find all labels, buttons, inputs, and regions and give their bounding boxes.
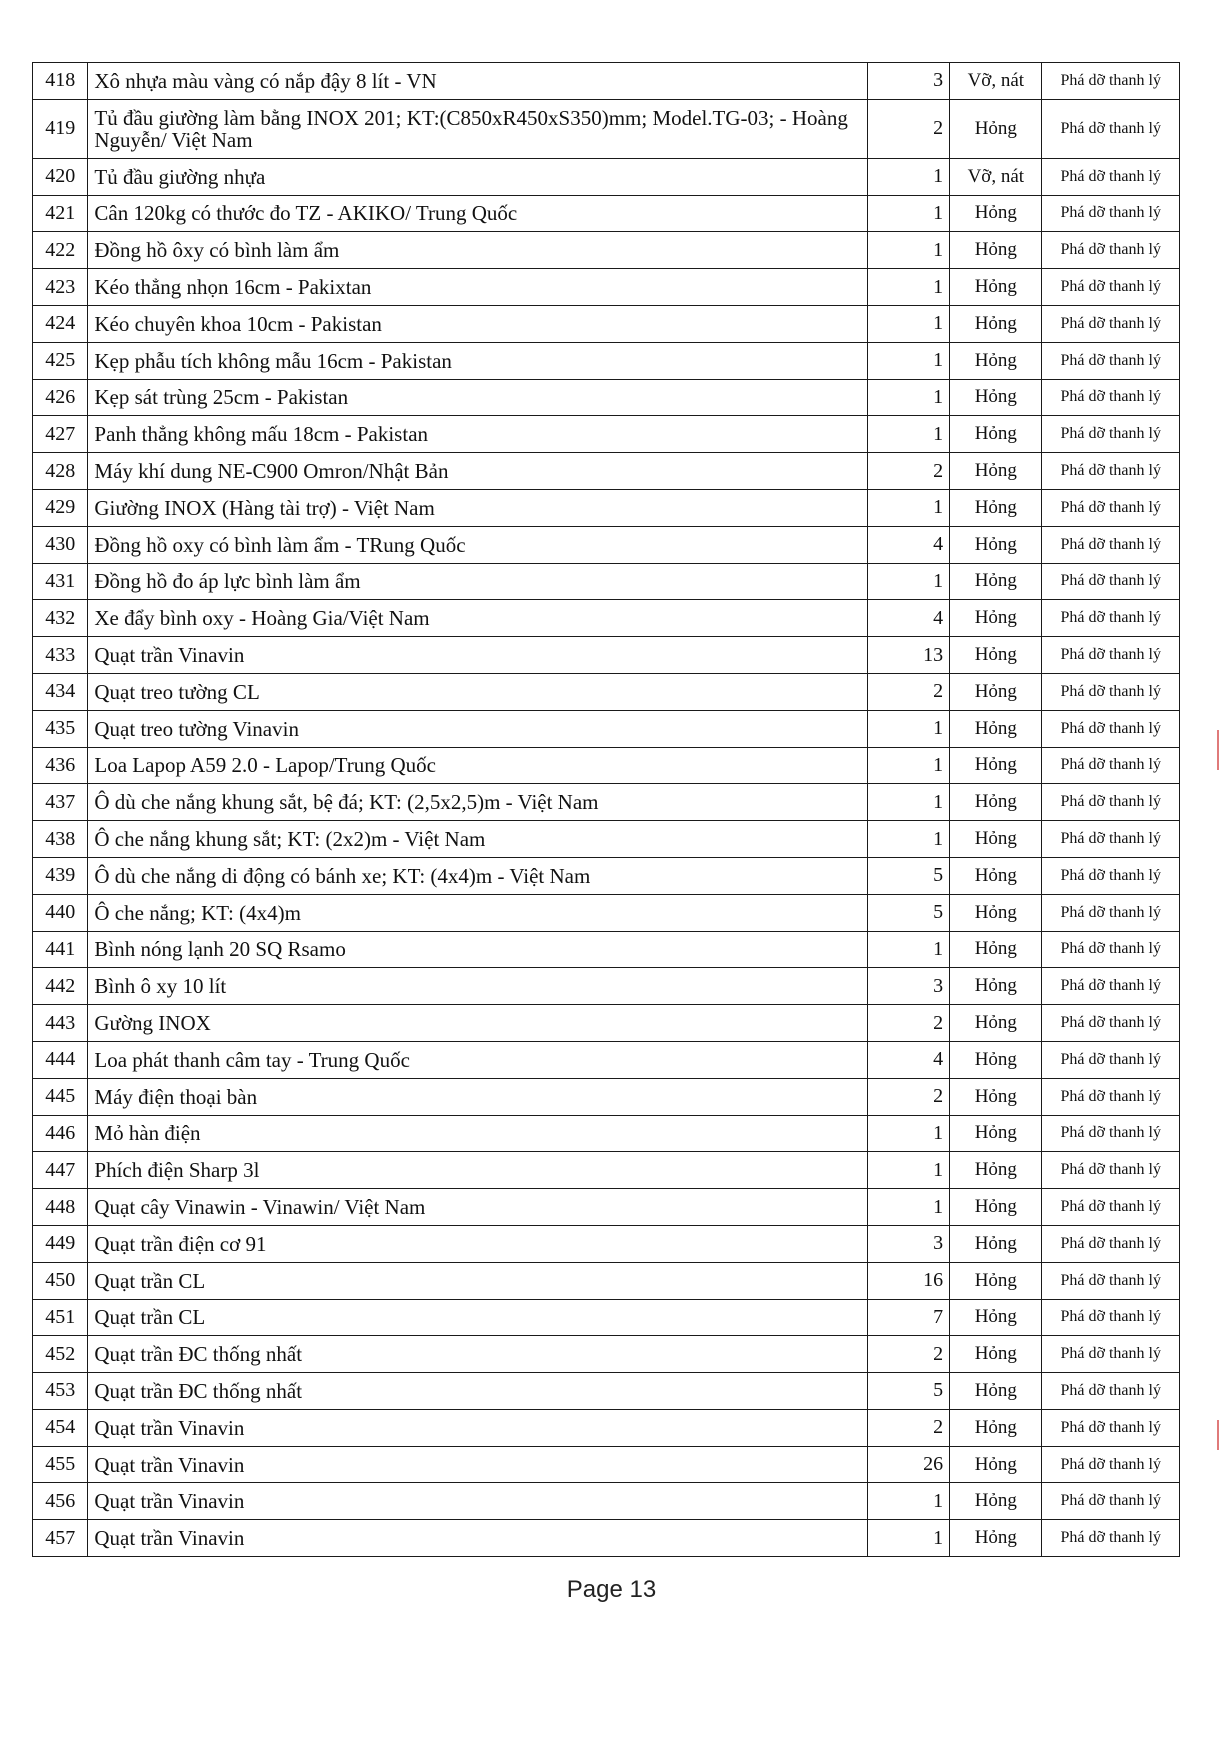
table-row	[33, 1483, 1180, 1520]
table-row	[33, 1152, 1180, 1189]
row-number: 441	[33, 931, 88, 968]
item-quantity: 1	[868, 305, 950, 342]
item-status: Hỏng	[950, 1152, 1042, 1189]
item-action: Phá dỡ thanh lý	[1042, 894, 1180, 931]
row-number: 452	[33, 1336, 88, 1373]
item-quantity: 1	[868, 416, 950, 453]
item-status: Vỡ, nát	[950, 63, 1042, 100]
item-quantity: 1	[868, 342, 950, 379]
item-quantity: 1	[868, 269, 950, 306]
item-name: Quạt trần CL	[88, 1262, 868, 1299]
item-name: Ô dù che nắng di động có bánh xe; KT: (4x4)m - Việt Nam	[88, 857, 868, 894]
item-action: Phá dỡ thanh lý	[1042, 1299, 1180, 1336]
item-action: Phá dỡ thanh lý	[1042, 784, 1180, 821]
item-quantity: 2	[868, 1336, 950, 1373]
table-row	[33, 269, 1180, 306]
item-action: Phá dỡ thanh lý	[1042, 600, 1180, 637]
item-action: Phá dỡ thanh lý	[1042, 1115, 1180, 1152]
row-number: 442	[33, 968, 88, 1005]
table-row	[33, 1520, 1180, 1557]
item-action: Phá dỡ thanh lý	[1042, 63, 1180, 100]
row-number: 423	[33, 269, 88, 306]
table-row	[33, 1409, 1180, 1446]
item-quantity: 16	[868, 1262, 950, 1299]
item-status: Hỏng	[950, 673, 1042, 710]
table-row	[33, 1373, 1180, 1410]
item-action: Phá dỡ thanh lý	[1042, 453, 1180, 490]
item-action: Phá dỡ thanh lý	[1042, 342, 1180, 379]
item-name: Máy điện thoại bàn	[88, 1078, 868, 1115]
item-quantity: 2	[868, 673, 950, 710]
row-number: 425	[33, 342, 88, 379]
item-status: Hỏng	[950, 1005, 1042, 1042]
item-name: Bình ô xy 10 lít	[88, 968, 868, 1005]
item-name: Ô dù che nắng khung sắt, bệ đá; KT: (2,5x2,5)m - Việt Nam	[88, 784, 868, 821]
table-row	[33, 195, 1180, 232]
row-number: 432	[33, 600, 88, 637]
item-action: Phá dỡ thanh lý	[1042, 710, 1180, 747]
item-name: Mỏ hàn điện	[88, 1115, 868, 1152]
table-row	[33, 563, 1180, 600]
row-number: 446	[33, 1115, 88, 1152]
table-row	[33, 931, 1180, 968]
item-name: Quạt trần Vinavin	[88, 1520, 868, 1557]
item-name: Quạt treo tường CL	[88, 673, 868, 710]
item-quantity: 1	[868, 747, 950, 784]
table-row	[33, 1041, 1180, 1078]
table-row	[33, 747, 1180, 784]
table-row	[33, 710, 1180, 747]
item-action: Phá dỡ thanh lý	[1042, 637, 1180, 674]
item-quantity: 4	[868, 600, 950, 637]
table-row	[33, 1336, 1180, 1373]
table-row	[33, 453, 1180, 490]
item-action: Phá dỡ thanh lý	[1042, 857, 1180, 894]
item-action: Phá dỡ thanh lý	[1042, 489, 1180, 526]
item-status: Hỏng	[950, 821, 1042, 858]
item-quantity: 13	[868, 637, 950, 674]
row-number: 455	[33, 1446, 88, 1483]
item-action: Phá dỡ thanh lý	[1042, 673, 1180, 710]
item-quantity: 4	[868, 1041, 950, 1078]
row-number: 438	[33, 821, 88, 858]
row-number: 431	[33, 563, 88, 600]
item-status: Hỏng	[950, 747, 1042, 784]
scan-edge-mark	[1217, 730, 1219, 770]
item-status: Hỏng	[950, 195, 1042, 232]
item-quantity: 2	[868, 1005, 950, 1042]
row-number: 440	[33, 894, 88, 931]
row-number: 449	[33, 1225, 88, 1262]
item-name: Phích điện Sharp 3l	[88, 1152, 868, 1189]
row-number: 443	[33, 1005, 88, 1042]
table-row	[33, 158, 1180, 195]
table-row	[33, 784, 1180, 821]
item-action: Phá dỡ thanh lý	[1042, 195, 1180, 232]
item-name: Cân 120kg có thước đo TZ - AKIKO/ Trung Quốc	[88, 195, 868, 232]
item-action: Phá dỡ thanh lý	[1042, 232, 1180, 269]
item-action: Phá dỡ thanh lý	[1042, 1262, 1180, 1299]
item-action: Phá dỡ thanh lý	[1042, 379, 1180, 416]
item-quantity: 3	[868, 1225, 950, 1262]
item-quantity: 1	[868, 784, 950, 821]
item-quantity: 1	[868, 710, 950, 747]
item-name: Quạt trần ĐC thống nhất	[88, 1336, 868, 1373]
item-quantity: 1	[868, 158, 950, 195]
item-status: Hỏng	[950, 453, 1042, 490]
item-action: Phá dỡ thanh lý	[1042, 99, 1180, 158]
item-name: Tủ đầu giường làm bằng INOX 201; KT:(C850xR450xS350)mm; Model.TG-03; - Hoàng Nguyễn/ Việt Nam	[88, 99, 868, 158]
table-row	[33, 99, 1180, 158]
item-quantity: 5	[868, 894, 950, 931]
item-action: Phá dỡ thanh lý	[1042, 269, 1180, 306]
row-number: 420	[33, 158, 88, 195]
item-action: Phá dỡ thanh lý	[1042, 931, 1180, 968]
item-quantity: 5	[868, 1373, 950, 1410]
table-row	[33, 857, 1180, 894]
item-action: Phá dỡ thanh lý	[1042, 305, 1180, 342]
row-number: 421	[33, 195, 88, 232]
item-status: Hỏng	[950, 1409, 1042, 1446]
row-number: 435	[33, 710, 88, 747]
item-name: Quạt trần Vinavin	[88, 1483, 868, 1520]
row-number: 436	[33, 747, 88, 784]
table-row	[33, 821, 1180, 858]
row-number: 456	[33, 1483, 88, 1520]
item-name: Tủ đầu giường nhựa	[88, 158, 868, 195]
item-name: Quạt trần ĐC thống nhất	[88, 1373, 868, 1410]
row-number: 424	[33, 305, 88, 342]
item-name: Giường INOX (Hàng tài trợ) - Việt Nam	[88, 489, 868, 526]
table-row	[33, 894, 1180, 931]
item-name: Quạt trần Vinavin	[88, 637, 868, 674]
row-number: 419	[33, 99, 88, 158]
item-quantity: 1	[868, 1189, 950, 1226]
item-quantity: 26	[868, 1446, 950, 1483]
item-status: Hỏng	[950, 1189, 1042, 1226]
item-name: Xe đẩy bình oxy - Hoàng Gia/Việt Nam	[88, 600, 868, 637]
item-status: Hỏng	[950, 99, 1042, 158]
item-name: Quạt cây Vinawin - Vinawin/ Việt Nam	[88, 1189, 868, 1226]
item-action: Phá dỡ thanh lý	[1042, 1078, 1180, 1115]
item-quantity: 1	[868, 489, 950, 526]
item-name: Quạt trần Vinavin	[88, 1446, 868, 1483]
table-row	[33, 673, 1180, 710]
row-number: 437	[33, 784, 88, 821]
item-name: Quạt trần CL	[88, 1299, 868, 1336]
item-name: Kéo thẳng nhọn 16cm - Pakixtan	[88, 269, 868, 306]
item-status: Hỏng	[950, 1225, 1042, 1262]
item-action: Phá dỡ thanh lý	[1042, 1520, 1180, 1557]
item-name: Quạt treo tường Vinavin	[88, 710, 868, 747]
item-action: Phá dỡ thanh lý	[1042, 1189, 1180, 1226]
table-row	[33, 1225, 1180, 1262]
row-number: 429	[33, 489, 88, 526]
item-quantity: 1	[868, 1152, 950, 1189]
item-status: Hỏng	[950, 1446, 1042, 1483]
item-status: Hỏng	[950, 894, 1042, 931]
item-action: Phá dỡ thanh lý	[1042, 821, 1180, 858]
item-status: Hỏng	[950, 526, 1042, 563]
table-row	[33, 526, 1180, 563]
item-action: Phá dỡ thanh lý	[1042, 526, 1180, 563]
item-name: Đồng hồ đo áp lực bình làm ẩm	[88, 563, 868, 600]
item-status: Hỏng	[950, 305, 1042, 342]
item-action: Phá dỡ thanh lý	[1042, 1041, 1180, 1078]
item-name: Panh thẳng không mấu 18cm - Pakistan	[88, 416, 868, 453]
row-number: 457	[33, 1520, 88, 1557]
item-status: Hỏng	[950, 1041, 1042, 1078]
item-status: Hỏng	[950, 1336, 1042, 1373]
item-status: Hỏng	[950, 784, 1042, 821]
item-quantity: 1	[868, 563, 950, 600]
item-status: Hỏng	[950, 416, 1042, 453]
item-name: Xô nhựa màu vàng có nắp đậy 8 lít - VN	[88, 63, 868, 100]
item-status: Hỏng	[950, 379, 1042, 416]
item-action: Phá dỡ thanh lý	[1042, 1373, 1180, 1410]
item-quantity: 2	[868, 99, 950, 158]
item-name: Bình nóng lạnh 20 SQ Rsamo	[88, 931, 868, 968]
item-status: Hỏng	[950, 637, 1042, 674]
table-row	[33, 637, 1180, 674]
item-name: Gường INOX	[88, 1005, 868, 1042]
item-action: Phá dỡ thanh lý	[1042, 1225, 1180, 1262]
item-status: Hỏng	[950, 489, 1042, 526]
row-number: 451	[33, 1299, 88, 1336]
row-number: 433	[33, 637, 88, 674]
item-name: Đồng hồ ôxy có bình làm ẩm	[88, 232, 868, 269]
item-action: Phá dỡ thanh lý	[1042, 1005, 1180, 1042]
table-row	[33, 1299, 1180, 1336]
item-quantity: 1	[868, 1115, 950, 1152]
item-quantity: 1	[868, 1483, 950, 1520]
item-status: Hỏng	[950, 1262, 1042, 1299]
row-number: 439	[33, 857, 88, 894]
row-number: 450	[33, 1262, 88, 1299]
table-row	[33, 1078, 1180, 1115]
row-number: 430	[33, 526, 88, 563]
item-quantity: 1	[868, 931, 950, 968]
item-status: Hỏng	[950, 931, 1042, 968]
item-name: Kẹp sát trùng 25cm - Pakistan	[88, 379, 868, 416]
item-action: Phá dỡ thanh lý	[1042, 968, 1180, 1005]
row-number: 453	[33, 1373, 88, 1410]
row-number: 448	[33, 1189, 88, 1226]
table-row	[33, 305, 1180, 342]
table-row	[33, 600, 1180, 637]
item-quantity: 2	[868, 453, 950, 490]
item-action: Phá dỡ thanh lý	[1042, 1336, 1180, 1373]
table-row	[33, 232, 1180, 269]
table-row	[33, 968, 1180, 1005]
scan-edge-mark	[1217, 1420, 1219, 1450]
item-status: Hỏng	[950, 1299, 1042, 1336]
table-row	[33, 489, 1180, 526]
table-row	[33, 416, 1180, 453]
item-name: Loa Lapop A59 2.0 - Lapop/Trung Quốc	[88, 747, 868, 784]
item-name: Kéo chuyên khoa 10cm - Pakistan	[88, 305, 868, 342]
item-status: Hỏng	[950, 1373, 1042, 1410]
item-status: Hỏng	[950, 563, 1042, 600]
item-status: Hỏng	[950, 1483, 1042, 1520]
row-number: 422	[33, 232, 88, 269]
table-row	[33, 379, 1180, 416]
item-status: Hỏng	[950, 269, 1042, 306]
item-action: Phá dỡ thanh lý	[1042, 1152, 1180, 1189]
table-row	[33, 63, 1180, 100]
item-status: Hỏng	[950, 1078, 1042, 1115]
item-quantity: 3	[868, 63, 950, 100]
item-quantity: 1	[868, 195, 950, 232]
row-number: 434	[33, 673, 88, 710]
page-number: Page 13	[566, 1576, 657, 1603]
row-number: 427	[33, 416, 88, 453]
item-name: Loa phát thanh câm tay - Trung Quốc	[88, 1041, 868, 1078]
item-action: Phá dỡ thanh lý	[1042, 1483, 1180, 1520]
row-number: 426	[33, 379, 88, 416]
item-action: Phá dỡ thanh lý	[1042, 1446, 1180, 1483]
table-row	[33, 1262, 1180, 1299]
item-status: Vỡ, nát	[950, 158, 1042, 195]
item-name: Ô che nắng khung sắt; KT: (2x2)m - Việt Nam	[88, 821, 868, 858]
table-body	[33, 63, 1180, 1557]
item-status: Hỏng	[950, 600, 1042, 637]
row-number: 445	[33, 1078, 88, 1115]
item-quantity: 1	[868, 379, 950, 416]
item-name: Kẹp phẫu tích không mẫu 16cm - Pakistan	[88, 342, 868, 379]
item-status: Hỏng	[950, 857, 1042, 894]
item-status: Hỏng	[950, 342, 1042, 379]
table-row	[33, 1446, 1180, 1483]
item-action: Phá dỡ thanh lý	[1042, 158, 1180, 195]
table-row	[33, 1005, 1180, 1042]
row-number: 454	[33, 1409, 88, 1446]
item-quantity: 5	[868, 857, 950, 894]
asset-disposal-table	[32, 62, 1180, 1557]
item-name: Đồng hồ oxy có bình làm ẩm - TRung Quốc	[88, 526, 868, 563]
item-name: Quạt trần Vinavin	[88, 1409, 868, 1446]
item-quantity: 1	[868, 821, 950, 858]
item-quantity: 2	[868, 1409, 950, 1446]
row-number: 428	[33, 453, 88, 490]
item-quantity: 7	[868, 1299, 950, 1336]
item-action: Phá dỡ thanh lý	[1042, 563, 1180, 600]
item-quantity: 3	[868, 968, 950, 1005]
item-status: Hỏng	[950, 1520, 1042, 1557]
item-action: Phá dỡ thanh lý	[1042, 747, 1180, 784]
item-quantity: 2	[868, 1078, 950, 1115]
item-name: Ô che nắng; KT: (4x4)m	[88, 894, 868, 931]
item-quantity: 1	[868, 1520, 950, 1557]
table-row	[33, 1189, 1180, 1226]
item-quantity: 1	[868, 232, 950, 269]
row-number: 444	[33, 1041, 88, 1078]
row-number: 418	[33, 63, 88, 100]
item-status: Hỏng	[950, 710, 1042, 747]
item-status: Hỏng	[950, 968, 1042, 1005]
row-number: 447	[33, 1152, 88, 1189]
item-quantity: 4	[868, 526, 950, 563]
item-action: Phá dỡ thanh lý	[1042, 1409, 1180, 1446]
item-status: Hỏng	[950, 232, 1042, 269]
table-row	[33, 342, 1180, 379]
item-action: Phá dỡ thanh lý	[1042, 416, 1180, 453]
item-name: Quạt trần điện cơ 91	[88, 1225, 868, 1262]
item-status: Hỏng	[950, 1115, 1042, 1152]
table-row	[33, 1115, 1180, 1152]
item-name: Máy khí dung NE-C900 Omron/Nhật Bản	[88, 453, 868, 490]
